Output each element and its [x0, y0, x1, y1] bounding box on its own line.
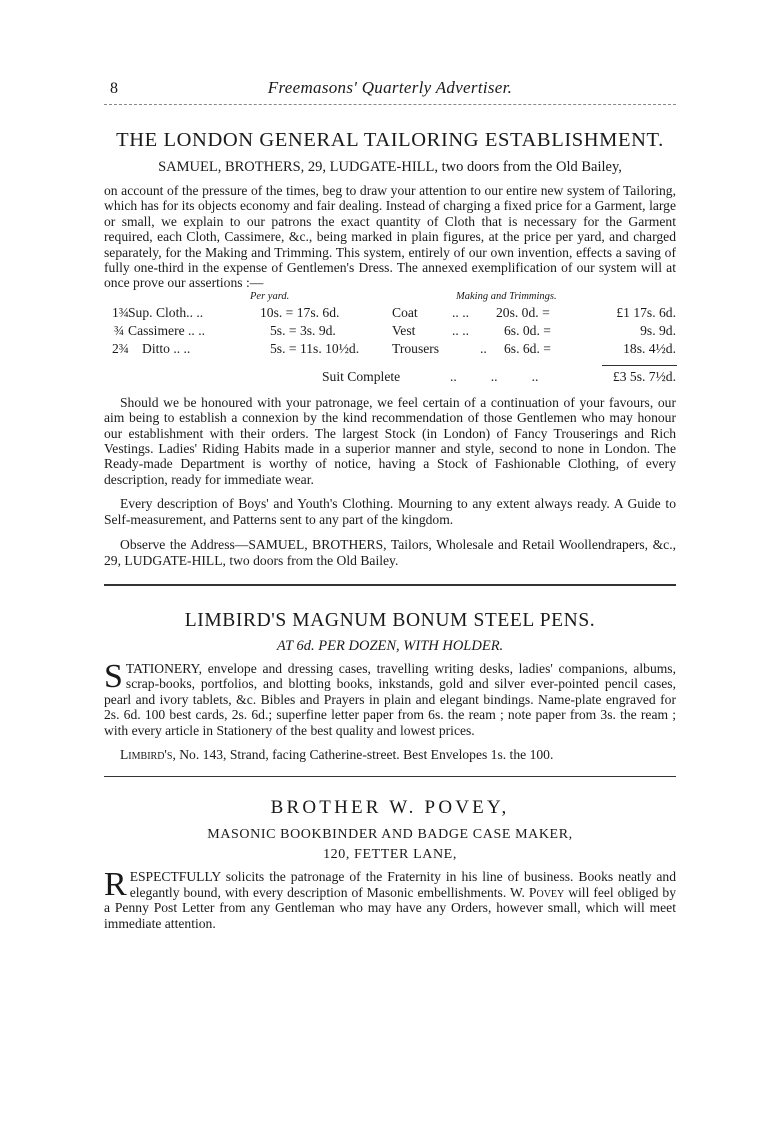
- ad-tailoring-subtitle: SAMUEL, BROTHERS, 29, LUDGATE-HILL, two doors from the Old Bailey,: [158, 159, 622, 175]
- ad-povey-body: [104, 866, 676, 931]
- row-dots: .. ..: [452, 322, 469, 338]
- dropcap: R: [104, 866, 127, 904]
- ad-povey-line1: MASONIC BOOKBINDER AND BADGE CASE MAKER,: [207, 827, 573, 843]
- running-title: Freemasons' Quarterly Advertiser.: [267, 78, 513, 97]
- ad-povey-title: BROTHER W. POVEY,: [270, 797, 510, 819]
- ad-tailoring-title: THE LONDON GENERAL TAILORING ESTABLISHMENT.: [116, 129, 664, 151]
- header-per-yard: Per yard.: [250, 290, 290, 302]
- header-rule: [104, 104, 676, 105]
- row-cloth: Sup. Cloth.. ..: [128, 304, 204, 320]
- page-number: 8: [110, 80, 118, 97]
- row-qty: ¾: [114, 322, 125, 338]
- row-qty: 2¾: [112, 340, 129, 356]
- ad-povey-line2: 120, FETTER LANE,: [323, 847, 457, 863]
- divider: [104, 584, 676, 586]
- row-price: 5s. = 3s. 9d.: [270, 322, 336, 338]
- ad-pens-title: LIMBIRD'S MAGNUM BONUM STEEL PENS.: [184, 609, 596, 631]
- ad-pens-subtitle: AT 6d. PER DOZEN, WITH HOLDER.: [276, 637, 504, 654]
- header-making: Making and Trimmings.: [456, 290, 557, 302]
- ad-povey-body-end: will feel obliged by a Penny Post Letter from any Gentleman who may have any Orders, however small, which will meet immediate attention.: [104, 884, 676, 931]
- total-rule: [602, 365, 677, 366]
- povey-name: Povey: [528, 884, 565, 900]
- ad-povey: [104, 797, 676, 931]
- ad-pens-body: [104, 657, 676, 738]
- row-garment: Coat: [392, 304, 418, 320]
- row-garment: Trousers: [392, 340, 440, 356]
- row-cloth: Cassimere .. ..: [128, 322, 206, 338]
- row-price: 5s. = 11s. 10½d.: [270, 340, 360, 356]
- ad-tailoring-para2: Should we be honoured with your patronage, we feel certain of a continuation of your favours, our aim being to establish a connexion by the kind recommendation of those Gentlemen who may honour our establishment with their orders. The largest Stock (in London) of Fancy Trouserings and Rich Vestings. Ladies' Riding Habits made in a superior manner and style, second to none in London. The Ready-made Department is worthy of notice, having a Stock of Fashionable Clothing, of every description, ready for immediate wear.: [104, 394, 676, 487]
- row-total: 18s. 4½d.: [623, 340, 676, 356]
- row-dots: .. ..: [452, 304, 469, 320]
- ad-tailoring-para4: Observe the Address—SAMUEL, BROTHERS, Tailors, Wholesale and Retail Woollendrapers, &c., 29, LUDGATE-HILL, two doors from the Old Bailey.: [104, 537, 676, 568]
- price-table: [104, 291, 676, 387]
- row-cloth: Ditto .. ..: [142, 340, 191, 356]
- ad-pens-body-text: TATIONERY, envelope and dressing cases, travelling writing desks, ladies' companions, albums, scrap-books, portfolios, and blotting books, inkstands, gold and silver ever-pointed pencil cases, pearl and ivory tablets, &c. Bibles and Prayers in plain and elegant bindings. Name-plate engraved for 2s. 6d. 100 best cards, 2s. 6d.; superfine letter paper from 6s. the ream ; note paper from 3s. the ream ; with every article in Stationery of the best quality and lowest prices.: [104, 660, 676, 738]
- row-making: 6s. 0d. =: [504, 322, 551, 338]
- row-qty: 1¾: [112, 304, 129, 320]
- row-making: 6s. 6d. =: [504, 340, 551, 356]
- ad-tailoring: [104, 129, 676, 568]
- page: [104, 78, 676, 931]
- ad-pens-footer: [104, 747, 676, 762]
- limbird-name: Limbird's: [120, 746, 173, 762]
- dropcap: S: [104, 657, 123, 695]
- suit-dots: .. .. ..: [450, 368, 539, 384]
- row-making: 20s. 0d. =: [496, 304, 550, 320]
- row-price: 10s. = 17s. 6d.: [260, 304, 340, 320]
- row-total: 9s. 9d.: [640, 322, 676, 338]
- running-head: [104, 78, 676, 100]
- row-total: £1 17s. 6d.: [616, 304, 676, 320]
- suit-total: £3 5s. 7½d.: [612, 368, 676, 384]
- ad-tailoring-intro: on account of the pressure of the times, beg to draw your attention to our entire new system of Tailoring, which has for its objects economy and fair dealing. Instead of charging a fixed price for a Garment, large or small, we explain to our patrons the exact quantity of Cloth that is necessary for the Garment required, each Cloth, Cassimere, &c., being marked in plain figures, at the price per yard, and charged separately, for the Making and Trimming. This system, entirely of our own invention, effects a saving of fully one-third in the expense of Gentlemen's Dress. The annexed exemplification of our system will at once prove our assertions :—: [104, 183, 676, 291]
- row-garment: Vest: [392, 322, 416, 338]
- ad-steel-pens: [104, 610, 676, 762]
- ad-tailoring-para3: Every description of Boys' and Youth's Clothing. Mourning to any extent always ready. A Guide to Self-measurement, and Patterns sent to any part of the kingdom.: [104, 496, 676, 527]
- divider: [104, 776, 676, 777]
- ad-povey-body-start: ESPECTFULLY solicits the patronage of the Fraternity in his line of business. Books neatly and elegantly bound, with every description of Masonic embellishments. W.: [129, 869, 676, 900]
- suit-label: Suit Complete: [322, 368, 401, 384]
- ad-pens-footer-text: , No. 143, Strand, facing Catherine-street. Best Envelopes 1s. the 100.: [172, 746, 554, 762]
- row-dots: ..: [480, 340, 487, 356]
